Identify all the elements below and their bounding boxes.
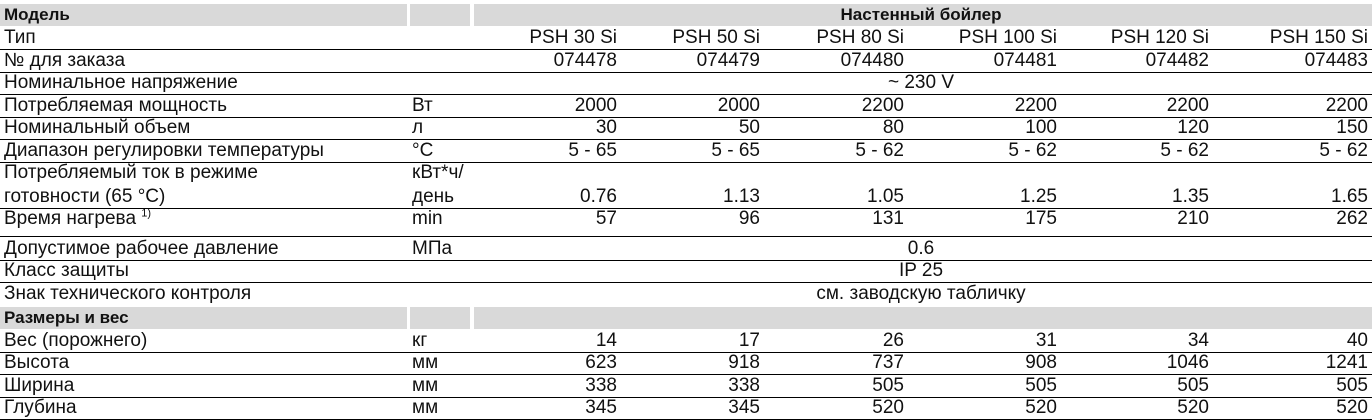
depth-value: 520 [872,397,904,418]
dimensions-header-row [0,307,1372,329]
heating-time-value: 131 [872,208,904,229]
header-row [0,4,1372,26]
width-value: 505 [1025,375,1057,396]
height-value: 1241 [1325,352,1368,373]
model-name: PSH 100 Si [958,27,1057,48]
power-value: 2200 [861,95,904,116]
power-unit: Вт [412,95,433,116]
width-value: 505 [1177,375,1209,396]
temp-range-value: 5 - 65 [711,140,760,161]
row-divider [0,236,1372,237]
temp-range-value: 5 - 62 [1008,140,1057,161]
depth-row [0,397,1372,419]
order-number: 074482 [1145,50,1209,71]
temp-range-value: 5 - 62 [1160,140,1209,161]
heating-time-value: 175 [1025,208,1057,229]
heating-time-value: 57 [595,208,617,229]
weight-value: 31 [1035,330,1057,351]
power-value: 2200 [1014,95,1057,116]
depth-value: 345 [728,397,760,418]
standby-value: 1.05 [867,186,904,207]
depth-value: 345 [585,397,617,418]
weight-label: Вес (порожнего) [4,330,148,351]
inspection-value: см. заводскую табличку [816,283,1026,304]
depth-value: 520 [1025,397,1057,418]
temp-range-row [0,140,1372,162]
volume-unit: л [412,117,424,138]
weight-value: 26 [882,330,904,351]
width-value: 338 [728,375,760,396]
pressure-value: 0.6 [907,238,935,259]
order-number: 074483 [1304,50,1368,71]
order-number: 074479 [696,50,760,71]
protection-row [0,260,1372,282]
inspection-label: Знак технического контроля [4,283,252,304]
order-number: 074481 [993,50,1057,71]
height-value: 918 [728,352,760,373]
volume-value: 80 [882,117,904,138]
volume-label: Номинальный объем [4,117,191,138]
standby-unit-line1: кВт*ч/ [412,162,464,183]
standby-label-line1: Потребляемый ток в режиме [4,162,258,183]
standby-value: 1.65 [1331,186,1368,207]
group-title: Настенный бойлер [840,5,1002,24]
standby-value: 1.13 [723,186,760,207]
power-value: 2000 [574,95,617,116]
inspection-row [0,283,1372,305]
standby-row [0,162,1372,208]
height-row [0,352,1372,374]
width-row [0,375,1372,397]
volume-value: 50 [738,117,760,138]
section-shade-unit [410,307,470,329]
footnote-marker: 1) [141,207,152,220]
dimensions-section-label: Размеры и вес [4,308,129,327]
voltage-label: Номинальное напряжение [4,72,238,93]
weight-value: 17 [738,330,760,351]
volume-value: 30 [595,117,617,138]
standby-value: 1.25 [1020,186,1057,207]
volume-value: 150 [1336,117,1368,138]
depth-value: 520 [1177,397,1209,418]
voltage-value: ~ 230 V [887,72,955,93]
type-label: Тип [4,27,36,48]
weight-value: 40 [1346,330,1368,351]
heating-time-value: 210 [1177,208,1209,229]
height-value: 1046 [1166,352,1209,373]
depth-value: 520 [1336,397,1368,418]
weight-unit: кг [412,330,428,351]
power-value: 2000 [717,95,760,116]
volume-row [0,117,1372,139]
order-number: 074480 [840,50,904,71]
height-value: 908 [1025,352,1057,373]
protection-label: Класс защиты [4,260,129,281]
header-shade-unit [410,4,470,26]
width-label: Ширина [4,375,75,396]
depth-label: Глубина [4,397,77,418]
section-shade-right [474,307,1372,329]
model-name: PSH 150 Si [1269,27,1368,48]
model-name: PSH 80 Si [816,27,904,48]
weight-value: 34 [1187,330,1209,351]
power-value: 2200 [1325,95,1368,116]
voltage-row [0,72,1372,94]
height-value: 737 [872,352,904,373]
weight-value: 14 [595,330,617,351]
power-row [0,95,1372,117]
model-name: PSH 50 Si [672,27,760,48]
pressure-row [0,238,1372,260]
height-value: 623 [585,352,617,373]
order-number: 074478 [553,50,617,71]
width-value: 505 [1336,375,1368,396]
standby-value: 1.35 [1172,186,1209,207]
width-value: 338 [585,375,617,396]
heating-time-unit: min [412,208,443,229]
depth-unit: мм [412,397,439,418]
order-row [0,50,1372,72]
volume-value: 100 [1025,117,1057,138]
width-unit: мм [412,375,439,396]
type-row [0,27,1372,49]
heating-time-value: 96 [738,208,760,229]
temp-range-value: 5 - 65 [568,140,617,161]
order-label: № для заказа [4,50,126,71]
power-label: Потребляемая мощность [4,95,228,116]
temp-range-value: 5 - 62 [1319,140,1368,161]
standby-label-line2: готовности (65 °C) [4,186,166,207]
standby-value: 0.76 [580,186,617,207]
temp-range-unit: °C [412,140,434,161]
standby-unit-line2: день [412,186,455,207]
heating-time-row [0,208,1372,236]
height-unit: мм [412,352,439,373]
heating-time-value: 262 [1336,208,1368,229]
pressure-label: Допустимое рабочее давление [4,238,279,259]
model-name: PSH 30 Si [529,27,617,48]
width-value: 505 [872,375,904,396]
protection-value: IP 25 [898,260,944,281]
power-value: 2200 [1166,95,1209,116]
pressure-unit: МПа [412,238,453,259]
temp-range-value: 5 - 62 [855,140,904,161]
model-name: PSH 120 Si [1110,27,1209,48]
heating-time-label: Время нагрева [4,208,137,229]
volume-value: 120 [1177,117,1209,138]
temp-range-label: Диапазон регулировки температуры [4,140,324,161]
weight-row [0,330,1372,352]
heating-time-label-cell [4,208,404,236]
height-label: Высота [4,352,70,373]
model-label: Модель [4,5,70,24]
